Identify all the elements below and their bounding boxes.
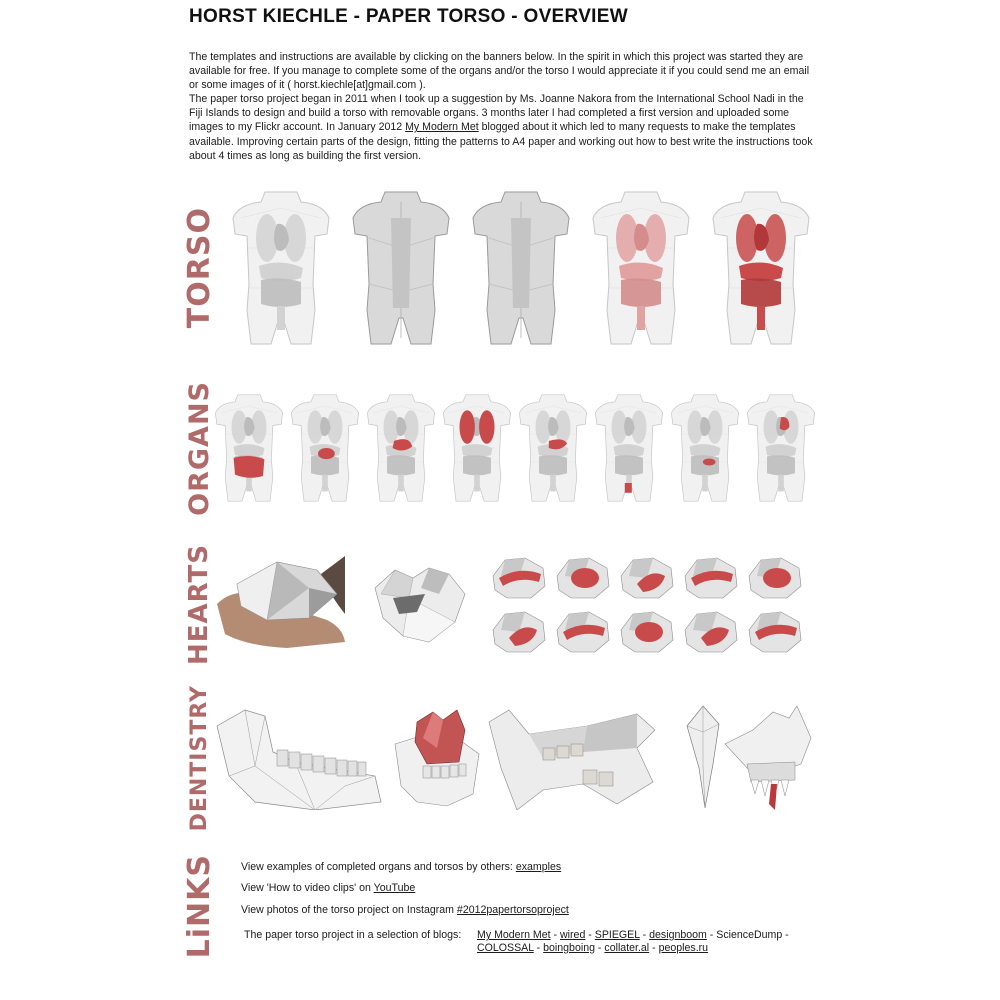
torso-images bbox=[231, 188, 811, 348]
torso-image-1 bbox=[231, 188, 331, 348]
organs-banner[interactable] bbox=[183, 380, 823, 516]
heart-part-image-8 bbox=[617, 608, 677, 656]
blog-collater-al[interactable]: collater.al bbox=[604, 942, 650, 954]
intro-text-a: The paper torso project began in 2011 when I took up a suggestion by Ms. Joanne Nakora from the International School Nadi in the Fiji Islands to design and build a torso with removable organs. 3 months later I had completed a first version and uploaded some images to my Flickr account. In January 2012 bbox=[189, 93, 804, 134]
dentistry-label: DENTISTRY bbox=[186, 684, 212, 832]
torso-banner[interactable] bbox=[183, 188, 823, 348]
organ-torso-image-7 bbox=[669, 392, 741, 504]
torso-image-3 bbox=[471, 188, 571, 348]
links-section-label bbox=[183, 852, 215, 960]
organ-torso-image-6 bbox=[593, 392, 665, 504]
page-title: HORST KIECHLE - PAPER TORSO - OVERVIEW bbox=[189, 6, 628, 27]
blogs-label: The paper torso project in a selection of blogs: bbox=[244, 929, 462, 941]
blog-colossal[interactable]: COLOSSAL bbox=[477, 942, 534, 954]
blogs-list bbox=[477, 929, 797, 955]
torso-image-2 bbox=[351, 188, 451, 348]
dentistry-section-label bbox=[183, 684, 215, 832]
heart-part-image-3 bbox=[617, 554, 677, 602]
heart-part-image-10 bbox=[745, 608, 805, 656]
intro-text-b: blogged about it which led to many requests to make the templates available. Improving certain parts of the design, fitting the patterns to A4 paper and working out how to best write the instructions took about 4 times as long as building the first version. bbox=[189, 121, 813, 162]
torso-image-5 bbox=[711, 188, 811, 348]
organ-torso-image-8 bbox=[745, 392, 817, 504]
blog-separator: - bbox=[550, 929, 561, 941]
youtube-line bbox=[241, 882, 415, 894]
examples-link[interactable]: examples bbox=[515, 861, 562, 873]
blog-separator: - bbox=[649, 942, 659, 954]
blog-separator: - bbox=[782, 929, 789, 941]
youtube-text: View 'How to video clips' on bbox=[241, 882, 374, 894]
organ-torso-image-4 bbox=[441, 392, 513, 504]
examples-text: View examples of completed organs and torsos by others: bbox=[241, 861, 516, 873]
organ-torso-image-3 bbox=[365, 392, 437, 504]
blog-separator: - bbox=[594, 942, 605, 954]
heart-part-image-1 bbox=[489, 554, 549, 602]
heart-part-image-4 bbox=[681, 554, 741, 602]
hearts-label: HEARTS bbox=[184, 543, 214, 665]
heart-part-image-7 bbox=[553, 608, 613, 656]
lower-jaw-image bbox=[215, 706, 383, 810]
organ-torso-image-5 bbox=[517, 392, 589, 504]
heart-part-image-5 bbox=[745, 554, 805, 602]
tooth-image bbox=[683, 704, 723, 810]
blog-sciencedump: ScienceDump bbox=[716, 929, 783, 941]
heart-in-hands-image bbox=[217, 554, 347, 648]
heart-part-image-9 bbox=[681, 608, 741, 656]
blog-wired[interactable]: wired bbox=[560, 929, 586, 941]
instagram-line bbox=[241, 904, 569, 916]
organs-section-label bbox=[183, 380, 215, 516]
organs-label: ORGANS bbox=[183, 380, 215, 516]
my-modern-met-link[interactable]: My Modern Met bbox=[405, 121, 479, 134]
intro-paragraph-1: The templates and instructions are available by clicking on the banners below. In the spirit in which this project was started they are available for free. If you manage to complete some of the organs and/or the torso I would appreciate it if you could send me an email or some images of it ( horst.kiechle[at]gmail.com ). bbox=[189, 51, 810, 92]
open-jaw-image bbox=[487, 708, 657, 810]
blog-separator: - bbox=[706, 929, 717, 941]
dentistry-banner[interactable] bbox=[183, 684, 823, 832]
skull-teeth-image bbox=[387, 708, 483, 808]
tooth-cross-section-image bbox=[723, 704, 813, 812]
blog-designboom[interactable]: designboom bbox=[649, 929, 707, 941]
instagram-link[interactable]: #2012papertorsoproject bbox=[456, 904, 569, 916]
hearts-banner[interactable] bbox=[183, 543, 823, 665]
blog-spiegel[interactable]: SPIEGEL bbox=[594, 929, 640, 941]
blog-separator: - bbox=[639, 929, 650, 941]
instagram-text: View photos of the torso project on Instagram bbox=[241, 904, 457, 916]
organ-torso-image-1 bbox=[213, 392, 285, 504]
intro-text bbox=[189, 50, 814, 163]
torso-label: TORSO bbox=[181, 207, 217, 329]
heart-part-image-6 bbox=[489, 608, 549, 656]
blog-my-modern-met[interactable]: My Modern Met bbox=[477, 929, 551, 941]
paper-heart-image bbox=[369, 564, 469, 646]
torso-image-4 bbox=[591, 188, 691, 348]
organs-images bbox=[213, 392, 817, 504]
heart-parts-grid bbox=[489, 554, 813, 658]
blog-separator: - bbox=[585, 929, 595, 941]
blog-separator: - bbox=[533, 942, 544, 954]
torso-section-label bbox=[183, 188, 215, 348]
links-label: LiNKS bbox=[181, 853, 217, 959]
organ-torso-image-2 bbox=[289, 392, 361, 504]
hearts-section-label bbox=[183, 543, 215, 665]
blog-peoples-ru[interactable]: peoples.ru bbox=[658, 942, 709, 954]
intro-paragraph-2 bbox=[189, 92, 814, 162]
examples-line bbox=[241, 861, 561, 873]
youtube-link[interactable]: YouTube bbox=[373, 882, 416, 894]
blog-boingboing[interactable]: boingboing bbox=[543, 942, 595, 954]
heart-part-image-2 bbox=[553, 554, 613, 602]
